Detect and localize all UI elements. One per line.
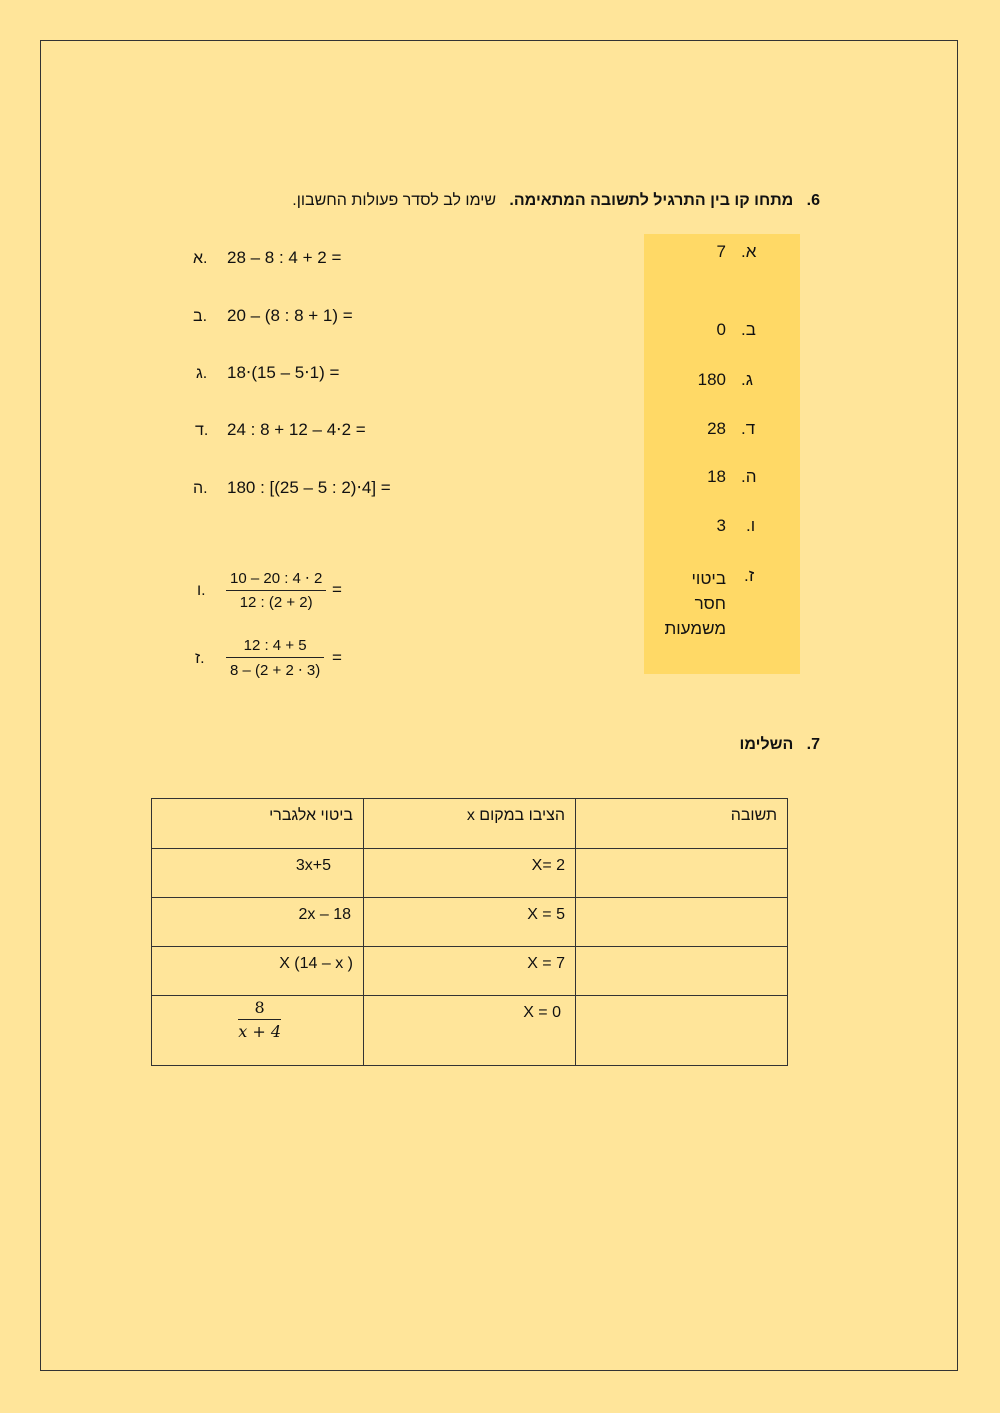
substitution-table: [151, 798, 788, 1066]
page-frame: [40, 40, 958, 1371]
cell-expression: 3x+5: [152, 849, 364, 898]
exercise-expression: 18⋅(15 – 5⋅1) =: [227, 363, 340, 382]
exercise-letter: .ג: [196, 365, 208, 382]
table-row: [152, 996, 788, 1066]
answer-value: 0: [716, 320, 726, 339]
exercise-letter: .ד: [195, 422, 209, 439]
answer-line: חסר: [694, 594, 726, 613]
exercise-expression: 180 : [(25 – 5 : 2)⋅4] =: [227, 478, 391, 497]
answer-line: משמעות: [664, 619, 726, 638]
cell-substitute: X= 2: [364, 849, 576, 898]
fraction-numerator: 12 : 4 + 5: [243, 637, 307, 654]
exercise-letter: .ה: [193, 480, 208, 497]
cell-answer[interactable]: [576, 996, 788, 1066]
table-header-row: [152, 799, 788, 849]
answer-letter: ד.: [741, 419, 756, 438]
exercise-expression: 20 – (8 : 8 + 1) =: [227, 306, 353, 325]
cell-substitute: X = 7: [364, 947, 576, 996]
cell-substitute: X = 0: [364, 996, 576, 1066]
table-row: [152, 898, 788, 947]
fraction-denominator: 8 – (2 + 2 ⋅ 3): [226, 657, 324, 679]
algebraic-fraction: [238, 998, 281, 1041]
exercise-letter: .ו: [197, 582, 206, 599]
answer-value: 18: [707, 467, 726, 486]
q6-instruction-bold: מתחו קו בין התרגיל לתשובה המתאימה.: [509, 192, 794, 209]
cell-substitute: X = 5: [364, 898, 576, 947]
answer-letter: ב.: [741, 320, 756, 339]
q7-number: 7.: [806, 736, 820, 753]
answer-letter: ז.: [744, 566, 755, 585]
fraction-equals: =: [332, 648, 342, 667]
answer-line: ביטוי: [691, 569, 726, 588]
header-expression: ביטוי אלגברי: [152, 799, 364, 849]
exercise-letter: .ב: [193, 308, 208, 325]
q6-number: 6.: [806, 192, 820, 209]
table-row: [152, 849, 788, 898]
answer-value-multiline: [665, 566, 727, 641]
cell-answer[interactable]: [576, 947, 788, 996]
answer-value: 28: [707, 419, 726, 438]
answer-letter: ו.: [746, 516, 756, 535]
answer-letter: א.: [741, 242, 757, 261]
fraction-equals: =: [332, 580, 342, 599]
exercise-fraction: [226, 569, 326, 611]
fraction-numerator: 8: [254, 998, 265, 1017]
q7-title: השלימו: [739, 736, 794, 753]
cell-expression: 18 – 2x: [152, 898, 364, 947]
answer-letter: ה.: [741, 467, 757, 486]
answer-letter: ג.: [741, 370, 753, 389]
exercise-letter: .א: [193, 250, 208, 267]
answer-value: 180: [697, 370, 726, 389]
exercise-fraction: [226, 637, 324, 679]
q7-heading: [740, 736, 821, 754]
header-substitute: הציבו במקום x: [364, 799, 576, 849]
fraction-denominator: 12 : (2 + 2): [226, 590, 326, 611]
fraction-numerator: 10 – 20 : 4 ⋅ 2: [230, 570, 323, 587]
exercise-letter: .ז: [195, 650, 205, 667]
cell-expression: X (14 – x ): [152, 947, 364, 996]
header-answer: תשובה: [576, 799, 788, 849]
cell-expression: [152, 996, 364, 1066]
table-row: [152, 947, 788, 996]
q6-instruction-rest: שימו לב לסדר פעולות החשבון.: [292, 192, 497, 209]
cell-answer[interactable]: [576, 849, 788, 898]
fraction-denominator: x + 4: [238, 1019, 281, 1041]
exercise-expression: 28 – 8 : 4 + 2 =: [227, 248, 342, 267]
q6-heading: [292, 192, 820, 210]
exercise-expression: 24 : 8 + 12 – 4⋅2 =: [227, 420, 366, 439]
answer-value: 7: [716, 242, 726, 261]
answer-value: 3: [716, 516, 726, 535]
cell-answer[interactable]: [576, 898, 788, 947]
